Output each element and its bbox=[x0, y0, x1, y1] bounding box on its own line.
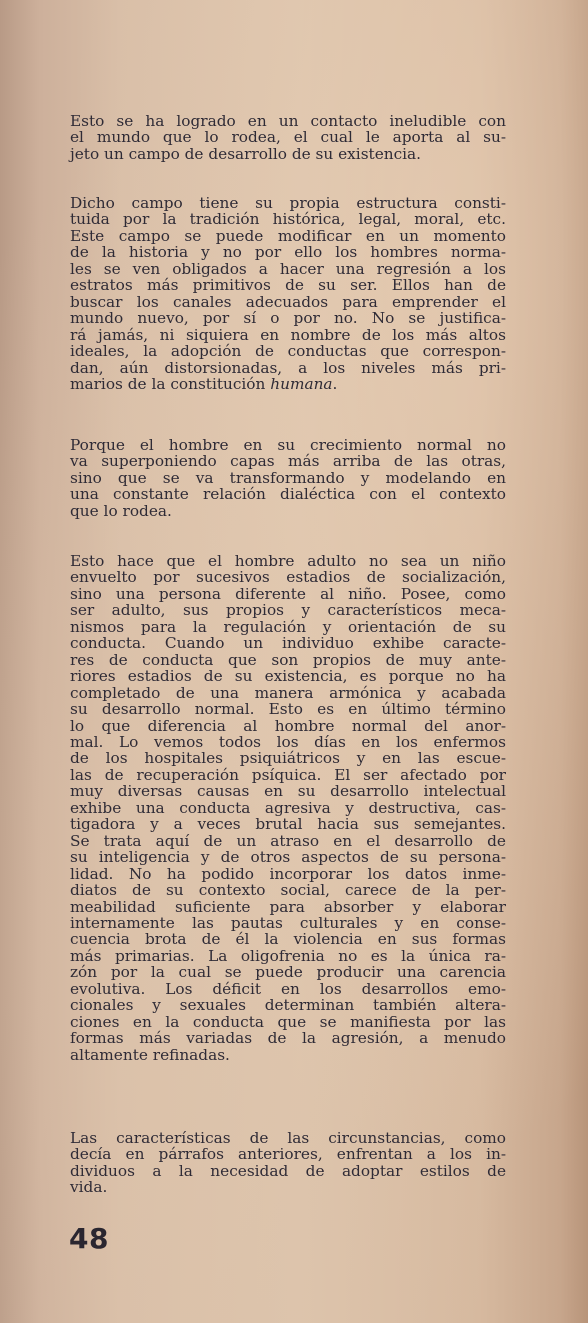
text-line: Se trata aquí de un atraso en el desarrollo de bbox=[70, 831, 506, 850]
text-line: ideales, la adopción de conductas que correspon- bbox=[70, 342, 506, 361]
text-line: zón por la cual se puede producir una carencia bbox=[70, 963, 506, 982]
text-line: les se ven obligados a hacer una regresión a los bbox=[70, 259, 506, 278]
text-line: meabilidad suficiente para absorber y elaborar bbox=[70, 897, 506, 916]
text-line: muy diversas causas en su desarrollo intelectual bbox=[70, 782, 506, 801]
text-line: va superponiendo capas más arriba de las otras, bbox=[70, 452, 506, 471]
text-line: tuida por la tradición histórica, legal, moral, etc. bbox=[70, 210, 506, 229]
text-line: ciones en la conducta que se manifiesta por las bbox=[70, 1012, 506, 1031]
text-line: diatos de su contexto social, carece de la per- bbox=[70, 881, 506, 900]
text-line: evolutiva. Los déficit en los desarrollos emo- bbox=[70, 979, 506, 998]
text-line: rá jamás, ni siquiera en nombre de los más altos bbox=[70, 325, 506, 344]
page-number: 48 bbox=[69, 1222, 109, 1255]
text-line: altamente refinadas. bbox=[70, 1045, 230, 1064]
paragraph-1 bbox=[70, 113, 506, 162]
text-line: vida. bbox=[70, 1178, 108, 1197]
text-line: ser adulto, sus propios y característicos meca- bbox=[70, 601, 506, 620]
text-line: cionales y sexuales determinan también altera- bbox=[70, 996, 506, 1015]
text-line: una constante relación dialéctica con el contexto bbox=[70, 485, 506, 504]
paragraph-5 bbox=[70, 1130, 506, 1196]
text-line: res de conducta que son propios de muy ante- bbox=[70, 650, 506, 669]
text-line: buscar los canales adecuados para emprender el bbox=[70, 292, 506, 311]
text-line: nismos para la regulación y orientación de su bbox=[70, 617, 506, 636]
text-line: internamente las pautas culturales y en conse- bbox=[70, 913, 506, 932]
text-line: exhibe una conducta agresiva y destructiva, cas- bbox=[70, 798, 506, 817]
text-line: mundo nuevo, por sí o por no. No se justifica- bbox=[70, 309, 506, 328]
text-line: decía en párrafos anteriores, enfrentan a los in- bbox=[70, 1145, 506, 1164]
text-line: estratos más primitivos de su ser. Ellos han de bbox=[70, 276, 506, 295]
text-line: formas más variadas de la agresión, a menudo bbox=[70, 1029, 506, 1048]
text-line: su inteligencia y de otros aspectos de su persona- bbox=[70, 848, 506, 867]
text-line: Porque el hombre en su crecimiento normal no bbox=[70, 436, 506, 454]
text-line: completado de una manera armónica y acabada bbox=[70, 683, 506, 702]
text-line: jeto un campo de desarrollo de su existencia. bbox=[70, 144, 422, 163]
text-line: de la historia y no por ello los hombres norma- bbox=[70, 243, 506, 262]
text-line: cuencia brota de él la violencia en sus formas bbox=[70, 930, 506, 949]
text-line: Las características de las circunstancias, como bbox=[70, 1129, 506, 1147]
text-line: mal. Lo vemos todos los días en los enfermos bbox=[70, 732, 506, 751]
text-line: su desarrollo normal. Esto es en último término bbox=[70, 700, 506, 719]
text-line: dividuos a la necesidad de adoptar estilos de bbox=[70, 1161, 506, 1180]
text-line: Dicho campo tiene su propia estructura consti- bbox=[70, 194, 506, 212]
text-line: Este campo se puede modificar en un momento bbox=[70, 226, 506, 245]
text-line: envuelto por sucesivos estadios de socialización, bbox=[70, 568, 506, 587]
paragraph-4 bbox=[70, 553, 506, 1063]
text-line: riores estadios de su existencia, es porque no ha bbox=[70, 667, 506, 686]
text-line: las de recuperación psíquica. El ser afectado por bbox=[70, 765, 506, 784]
text-line: Esto hace que el hombre adulto no sea un niño bbox=[70, 552, 506, 570]
text-line-italic-ending: marios de la constitución humana. bbox=[70, 374, 338, 393]
text-line: que lo rodea. bbox=[70, 501, 172, 520]
text-line: sino que se va transformando y modelando en bbox=[70, 468, 506, 487]
text-line: dan, aún distorsionadas, a los niveles más pri- bbox=[70, 358, 506, 377]
text-line: lidad. No ha podido incorporar los datos inme- bbox=[70, 864, 506, 883]
text-line: más primarias. La oligofrenia no es la única ra- bbox=[70, 946, 506, 965]
text-line: de los hospitales psiquiátricos y en las escue- bbox=[70, 749, 506, 768]
text-line: Esto se ha logrado en un contacto ineludible con bbox=[70, 112, 506, 130]
text-line: sino una persona diferente al niño. Posee, como bbox=[70, 584, 506, 603]
paragraph-3 bbox=[70, 437, 506, 519]
paragraph-2 bbox=[70, 195, 506, 392]
text-line: conducta. Cuando un individuo exhibe caracte- bbox=[70, 634, 506, 653]
text-line: tigadora y a veces brutal hacia sus semejantes. bbox=[70, 815, 506, 834]
text-line: el mundo que lo rodea, el cual le aporta al su- bbox=[70, 128, 506, 147]
text-line: lo que diferencia al hombre normal del anor- bbox=[70, 716, 506, 735]
